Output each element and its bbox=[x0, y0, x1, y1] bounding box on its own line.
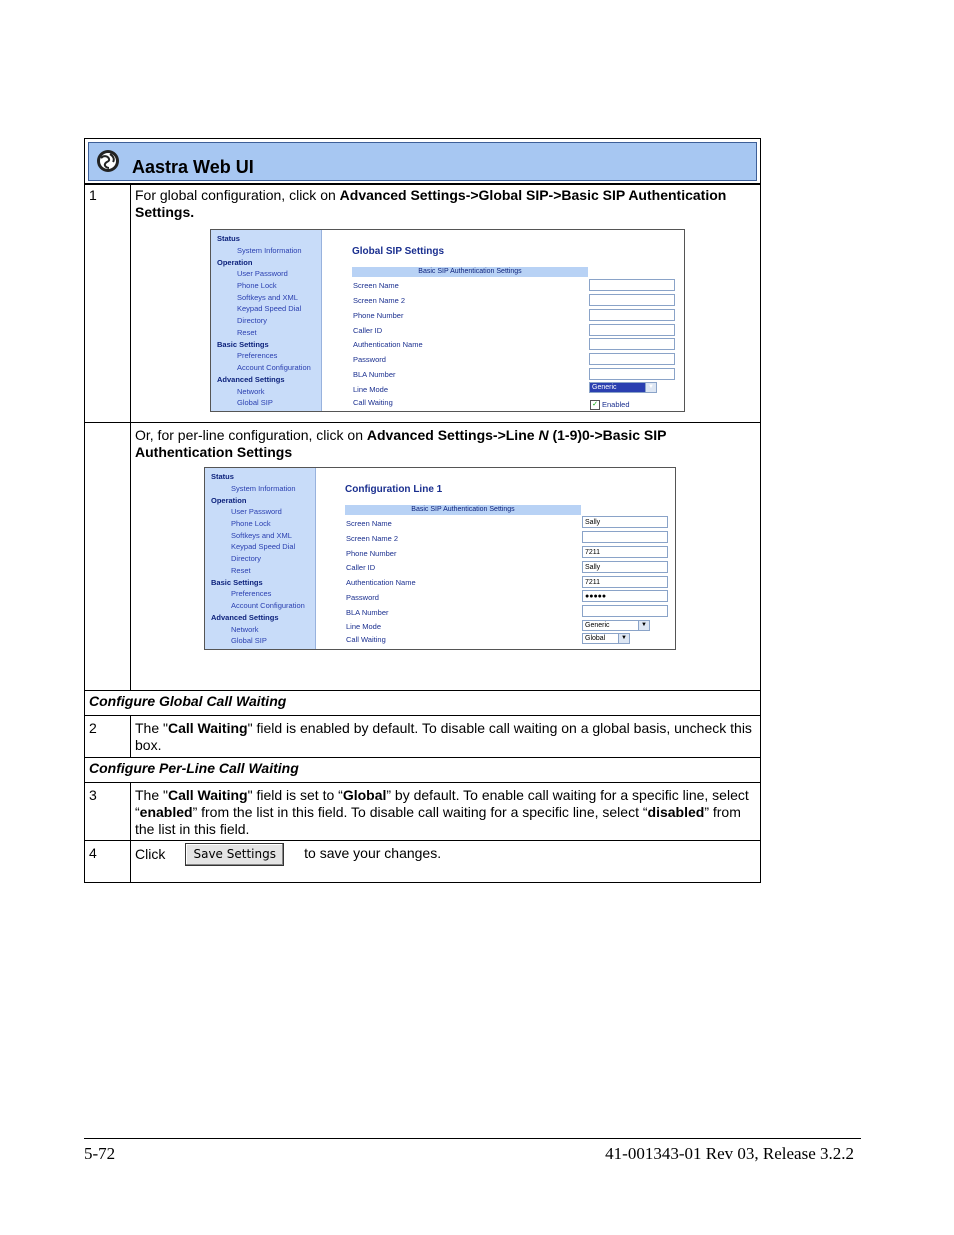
nav-reset: Reset bbox=[237, 328, 257, 337]
nav-advanced-settings: Advanced Settings bbox=[217, 375, 285, 384]
line-mode-select[interactable] bbox=[582, 620, 650, 631]
shot1-section-bar: Basic SIP Authentication Settings bbox=[352, 267, 588, 277]
label-caller-id: Caller ID bbox=[353, 326, 383, 335]
label-auth-name: Authentication Name bbox=[346, 578, 416, 587]
phone-number-field[interactable]: 7211 bbox=[582, 546, 668, 558]
header-banner bbox=[88, 142, 757, 181]
label-screen-name: Screen Name bbox=[346, 519, 392, 528]
nav-phone-lock: Phone Lock bbox=[231, 519, 271, 528]
nav-user-password: User Password bbox=[231, 507, 282, 516]
label-phone-number: Phone Number bbox=[353, 311, 404, 320]
step-text-plain: Or, for per-line configuration, click on bbox=[135, 427, 367, 443]
nav-status: Status bbox=[217, 234, 240, 243]
shot1-title: Global SIP Settings bbox=[352, 246, 445, 257]
text-segment: The " bbox=[135, 787, 168, 803]
nav-global-sip: Global SIP bbox=[237, 398, 273, 407]
auth-name-field[interactable] bbox=[589, 338, 675, 350]
table-row bbox=[85, 185, 761, 423]
label-line-mode: Line Mode bbox=[353, 385, 389, 394]
procedure-table bbox=[84, 138, 761, 883]
step-text-path: Advanced Settings->Line bbox=[366, 427, 539, 443]
nav-system-information: System Information bbox=[237, 246, 302, 255]
section-heading-global: Configure Global Call Waiting bbox=[85, 691, 761, 716]
footer-rule bbox=[84, 1138, 861, 1139]
step-number-empty bbox=[85, 423, 131, 691]
nav-softkeys: Softkeys and XML bbox=[237, 293, 298, 302]
line-mode-select[interactable] bbox=[589, 382, 657, 393]
chevron-down-icon: ▼ bbox=[618, 634, 629, 643]
label-password: Password bbox=[346, 593, 379, 602]
nav-directory: Directory bbox=[237, 316, 268, 325]
table-row bbox=[85, 758, 761, 783]
step-text-post: to save your changes. bbox=[304, 845, 442, 861]
call-waiting-select[interactable] bbox=[582, 633, 630, 644]
auth-name-field[interactable]: 7211 bbox=[582, 576, 668, 588]
nav-user-password: User Password bbox=[237, 269, 288, 278]
text-segment: ” from the list in this field. bbox=[135, 804, 741, 837]
nav-keypad: Keypad Speed Dial bbox=[237, 304, 302, 313]
nav-account-configuration: Account Configuration bbox=[237, 363, 311, 372]
password-field[interactable] bbox=[589, 353, 675, 365]
call-waiting-value: Global bbox=[585, 635, 606, 642]
nav-status: Status bbox=[211, 472, 234, 481]
field-name: Call Waiting bbox=[167, 720, 248, 736]
label-screen-name-2: Screen Name 2 bbox=[346, 534, 399, 543]
call-waiting-label: Enabled bbox=[602, 400, 630, 409]
nav-operation: Operation bbox=[211, 496, 247, 505]
line-mode-value: Generic bbox=[592, 384, 617, 391]
step-content bbox=[131, 185, 761, 423]
label-screen-name: Screen Name bbox=[353, 281, 399, 290]
sidebar-nav bbox=[205, 468, 316, 649]
nav-phone-lock: Phone Lock bbox=[237, 281, 277, 290]
shot2-section-bar: Basic SIP Authentication Settings bbox=[345, 505, 581, 515]
nav-preferences: Preferences bbox=[231, 589, 272, 598]
text-segment: ” by default. To enable call waiting for a specific line, select “ bbox=[135, 787, 749, 820]
chevron-down-icon: ▼ bbox=[638, 621, 649, 630]
label-call-waiting: Call Waiting bbox=[353, 398, 393, 407]
step-number: 3 bbox=[85, 783, 131, 841]
nav-network: Network bbox=[231, 625, 259, 634]
label-line-mode: Line Mode bbox=[346, 622, 382, 631]
bla-number-field[interactable] bbox=[589, 368, 675, 380]
step-text-variable: N bbox=[538, 427, 549, 443]
table-row bbox=[85, 423, 761, 691]
step-content bbox=[131, 841, 761, 883]
nav-operation: Operation bbox=[217, 258, 253, 267]
text-segment: " field is enabled by default. To disable call waiting on a global basis, uncheck this box. bbox=[135, 720, 752, 753]
password-field[interactable]: ●●●●● bbox=[582, 590, 668, 602]
checkmark-icon: ✓ bbox=[590, 400, 600, 410]
value-global: Global bbox=[342, 787, 387, 803]
screen-name-2-field[interactable] bbox=[582, 531, 668, 543]
nav-keypad: Keypad Speed Dial bbox=[231, 542, 296, 551]
nav-global-sip: Global SIP bbox=[231, 636, 267, 645]
step-number: 2 bbox=[85, 716, 131, 758]
step-text-plain: For global configuration, click on bbox=[135, 187, 340, 203]
step-number: 4 bbox=[85, 841, 131, 883]
bla-number-field[interactable] bbox=[582, 605, 668, 617]
step-text bbox=[135, 187, 756, 221]
call-waiting-checkbox[interactable] bbox=[590, 396, 630, 412]
nav-preferences: Preferences bbox=[237, 351, 278, 360]
nav-account-configuration: Account Configuration bbox=[231, 601, 305, 610]
label-bla-number: BLA Number bbox=[346, 608, 389, 617]
label-bla-number: BLA Number bbox=[353, 370, 396, 379]
step-text bbox=[131, 783, 761, 841]
nav-basic-settings: Basic Settings bbox=[217, 340, 269, 349]
sidebar-nav bbox=[211, 230, 322, 411]
nav-directory: Directory bbox=[231, 554, 262, 563]
section-heading-per-line: Configure Per-Line Call Waiting bbox=[85, 758, 761, 783]
shot2-title: Configuration Line 1 bbox=[345, 484, 443, 495]
table-row bbox=[85, 716, 761, 758]
step-text-click: Click bbox=[135, 846, 166, 863]
nav-system-information: System Information bbox=[231, 484, 296, 493]
nav-reset: Reset bbox=[231, 566, 251, 575]
document-id: 41-001343-01 Rev 03, Release 3.2.2 bbox=[605, 1144, 854, 1163]
label-caller-id: Caller ID bbox=[346, 563, 376, 572]
screen-name-2-field[interactable] bbox=[589, 294, 675, 306]
step-text bbox=[131, 716, 761, 758]
nav-network: Network bbox=[237, 387, 265, 396]
caller-id-field[interactable]: Sally bbox=[582, 561, 668, 573]
value-enabled: enabled bbox=[139, 804, 193, 820]
header-title: Aastra Web UI bbox=[132, 157, 254, 177]
label-password: Password bbox=[353, 355, 386, 364]
screen-name-field[interactable] bbox=[589, 279, 675, 291]
save-settings-button[interactable]: Save Settings bbox=[185, 843, 284, 866]
steps-table bbox=[84, 184, 761, 883]
step-text-path: Advanced Settings->Global SIP->Basic SIP Authentication Settings. bbox=[135, 187, 727, 220]
step-text-path-end: (1-9)0->Basic SIP Authentication Settings bbox=[135, 427, 667, 460]
nav-softkeys: Softkeys and XML bbox=[231, 531, 292, 540]
label-auth-name: Authentication Name bbox=[353, 340, 423, 349]
table-header bbox=[84, 138, 761, 184]
label-screen-name-2: Screen Name 2 bbox=[353, 296, 406, 305]
text-segment: ” from the list in this field. To disable call waiting for a specific line, select “ bbox=[192, 804, 648, 820]
label-phone-number: Phone Number bbox=[346, 549, 397, 558]
nav-advanced-settings: Advanced Settings bbox=[211, 613, 279, 622]
text-segment: The " bbox=[135, 720, 168, 736]
global-sip-screenshot bbox=[210, 229, 685, 412]
line-config-screenshot bbox=[204, 467, 676, 650]
text-segment: " field is set to “ bbox=[247, 787, 343, 803]
line-mode-value: Generic bbox=[585, 622, 610, 629]
value-disabled: disabled bbox=[647, 804, 705, 820]
step-content bbox=[131, 423, 761, 691]
table-row bbox=[85, 691, 761, 716]
chevron-down-icon: ▼ bbox=[645, 383, 656, 392]
step-number: 1 bbox=[85, 185, 131, 423]
table-row bbox=[85, 841, 761, 883]
table-row bbox=[85, 783, 761, 841]
phone-number-field[interactable] bbox=[589, 309, 675, 321]
label-call-waiting: Call Waiting bbox=[346, 635, 386, 644]
screen-name-field[interactable]: Sally bbox=[582, 516, 668, 528]
caller-id-field[interactable] bbox=[589, 324, 675, 336]
field-name: Call Waiting bbox=[167, 787, 248, 803]
step-text bbox=[135, 427, 756, 461]
page-number: 5-72 bbox=[84, 1144, 116, 1163]
globe-icon bbox=[96, 149, 120, 173]
nav-basic-settings: Basic Settings bbox=[211, 578, 263, 587]
